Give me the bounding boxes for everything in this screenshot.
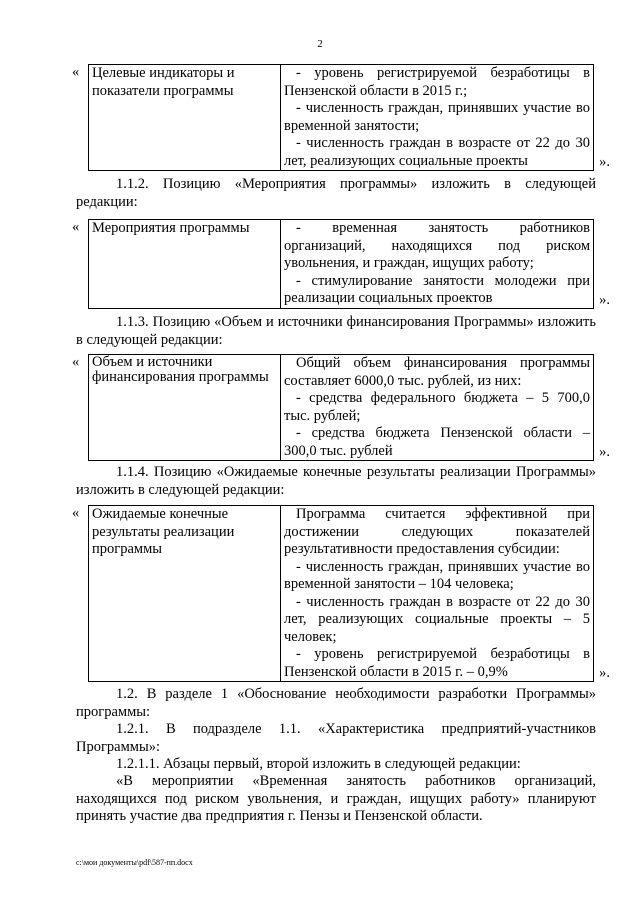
financing-item: Общий объем финансирования программы составляет 6000,0 тыс. рублей, из них:: [284, 355, 590, 389]
quote-open: «: [72, 505, 80, 521]
measures-block: [72, 219, 610, 309]
financing-block: [72, 354, 610, 461]
quote-close: ».: [599, 154, 610, 170]
measures-table: [88, 219, 594, 309]
result-item: - уровень регистрируемой безработицы в Пензенской области в 2015 г. – 0,9%: [284, 646, 590, 680]
indicators-block: [72, 64, 610, 171]
indicators-table: [88, 64, 594, 171]
indicator-item: - численность граждан, принявших участие во временной занятости;: [284, 100, 590, 134]
results-content: [281, 506, 594, 682]
paragraph-1-1-2: 1.1.2. Позицию «Мероприятия программы» изложить в следующей редакции:: [76, 176, 596, 210]
results-table: [88, 505, 594, 682]
quote-open: «: [72, 354, 80, 370]
financing-content: [281, 355, 594, 461]
measures-label: Мероприятия программы: [89, 220, 281, 309]
quote-close: ».: [599, 444, 610, 460]
paragraph-1-2: 1.2. В разделе 1 «Обоснование необходимости разработки Программы» программы:: [76, 686, 596, 720]
indicators-content: [281, 65, 594, 171]
measures-content: [281, 220, 594, 309]
quote-close: ».: [599, 665, 610, 681]
paragraph-1-2-1: 1.2.1. В подразделе 1.1. «Характеристика предприятий-участников Программы»:: [76, 721, 596, 755]
page-number: 2: [317, 38, 323, 50]
measure-item: - временная занятость работников организаций, находящихся под риском увольнения, и граждан, ищущих работу;: [284, 220, 590, 271]
quote-close: ».: [599, 291, 610, 308]
financing-item: - средства бюджета Пензенской области – 300,0 тыс. рублей: [284, 425, 590, 459]
financing-label: Объем и источники финансирования программы: [89, 355, 281, 461]
indicator-item: - численность граждан в возрасте от 22 до 30 лет, реализующих социальные проекты: [284, 135, 590, 169]
paragraph-1-1-4: 1.1.4. Позицию «Ожидаемые конечные результаты реализации Программы» изложить в следующей редакции:: [76, 464, 596, 498]
indicators-label: Целевые индикаторы и показатели программы: [89, 65, 281, 171]
measure-item: - стимулирование занятости молодежи при реализации социальных проектов: [284, 272, 590, 306]
paragraph-1-1-3: 1.1.3. Позицию «Объем и источники финансирования Программы» изложить в следующей редакции:: [76, 314, 596, 348]
financing-item: - средства федерального бюджета – 5 700,0 тыс. рублей;: [284, 390, 590, 424]
indicator-item: - уровень регистрируемой безработицы в Пензенской области в 2015 г.;: [284, 65, 590, 99]
footer-path: c:\мои документы\pdf\587-пп.docx: [76, 858, 193, 867]
paragraph-1-2-1-1: 1.2.1.1. Абзацы первый, второй изложить в следующей редакции:: [116, 756, 521, 772]
result-item: Программа считается эффективной при достижении следующих показателей результативности предоставления субсидии:: [284, 506, 590, 557]
quote-open: «: [72, 219, 80, 235]
financing-table: [88, 354, 594, 461]
results-label: Ожидаемые конечные результаты реализации программы: [89, 506, 281, 682]
paragraph-quote: «В мероприятии «Временная занятость работников организаций, находящихся под риском увольнения, и граждан, ищущих работу» планируют принять участие два предприятия г. Пензы и Пензенской области.: [76, 773, 596, 824]
result-item: - численность граждан в возрасте от 22 до 30 лет, реализующих социальные проекты – 5 человек;: [284, 593, 590, 645]
quote-open: «: [72, 64, 80, 80]
results-block: [72, 505, 610, 682]
result-item: - численность граждан, принявших участие во временной занятости – 104 человека;: [284, 558, 590, 592]
